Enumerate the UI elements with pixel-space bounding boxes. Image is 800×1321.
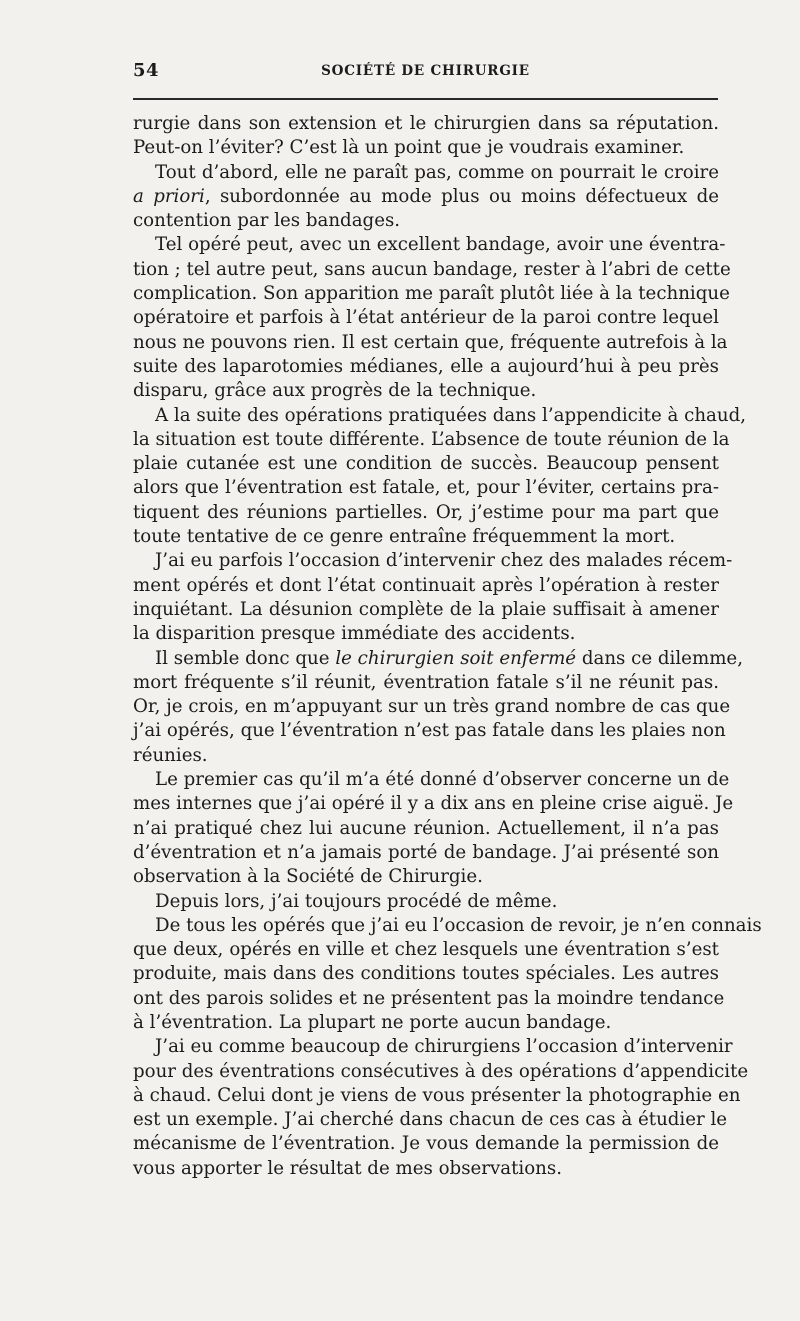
text-segment: rurgie dans son extension et le chirurgien dans sa réputation. bbox=[133, 113, 719, 134]
text-segment: tion ; tel autre peut, sans aucun bandage, rester à l’abri de cette bbox=[133, 258, 731, 280]
text-segment: ment opérés et dont l’état continuait après l’opération à rester bbox=[133, 574, 719, 596]
text-line bbox=[133, 1132, 719, 1156]
text-line bbox=[133, 598, 719, 622]
text-segment: Or, je crois, en m’appuyant sur un très grand nombre de cas que bbox=[133, 696, 731, 718]
text-segment: vous apporter le résultat de mes observations. bbox=[133, 1157, 563, 1179]
text-line bbox=[133, 695, 731, 719]
text-line bbox=[133, 306, 719, 330]
text-segment: Il semble donc que bbox=[155, 647, 336, 669]
text-line bbox=[133, 890, 719, 914]
text-segment: toute tentative de ce genre entraîne fréquemment la mort. bbox=[133, 526, 676, 548]
text-segment: J’ai eu comme beaucoup de chirurgiens l’occasion d’intervenir bbox=[155, 1036, 733, 1058]
text-line bbox=[133, 258, 731, 282]
text-segment: la disparition presque immédiate des accidents. bbox=[133, 623, 576, 645]
text-line bbox=[133, 744, 719, 768]
text-segment: suite des laparotomies médianes, elle a aujourd’hui à peu près bbox=[133, 355, 719, 377]
text-segment: mécanisme de l’éventration. Je vous demande la permission de bbox=[133, 1133, 719, 1155]
body-text bbox=[133, 112, 762, 1181]
text-line bbox=[133, 501, 719, 525]
text-line bbox=[133, 647, 743, 671]
text-segment: dans ce dilemme, bbox=[576, 647, 743, 669]
text-segment: , subordonnée au mode plus ou moins défectueux de bbox=[204, 185, 719, 207]
text-line bbox=[133, 1035, 733, 1059]
text-segment: J’ai eu parfois l’occasion d’intervenir chez des malades récem- bbox=[155, 550, 733, 572]
text-segment: Tel opéré peut, avec un excellent bandage, avoir une éventra- bbox=[155, 234, 726, 256]
text-line bbox=[133, 161, 719, 185]
text-segment: mort fréquente s’il réunit, éventration fatale s’il ne réunit pas. bbox=[133, 671, 719, 693]
text-line bbox=[133, 792, 734, 816]
text-line bbox=[133, 549, 733, 573]
text-segment: j’ai opérés, que l’éventration n’est pas fatale dans les plaies non bbox=[133, 720, 726, 742]
text-line bbox=[133, 331, 728, 355]
text-line bbox=[133, 209, 719, 233]
text-line bbox=[133, 622, 719, 646]
text-segment: contention par les bandages. bbox=[133, 210, 401, 232]
text-segment: observation à la Société de Chirurgie. bbox=[133, 866, 483, 888]
text-line bbox=[133, 282, 730, 306]
text-line bbox=[133, 938, 719, 962]
text-line bbox=[133, 841, 719, 865]
text-segment: De tous les opérés que j’ai eu l’occasion de revoir, je n’en connais bbox=[155, 914, 762, 936]
text-segment: plaie cutanée est une condition de succès. Beaucoup pensent bbox=[133, 453, 719, 475]
text-line bbox=[133, 1060, 749, 1084]
text-segment: à l’éventration. La plupart ne porte aucun bandage. bbox=[133, 1011, 612, 1033]
text-segment: produite, mais dans des conditions toutes spéciales. Les autres bbox=[133, 963, 719, 985]
text-segment: A la suite des opérations pratiquées dans l’appendicite à chaud, bbox=[155, 404, 747, 426]
text-line bbox=[133, 1157, 719, 1181]
text-segment: n’ai pratiqué chez lui aucune réunion. Actuellement, il n’a pas bbox=[133, 817, 719, 839]
text-line bbox=[133, 987, 725, 1011]
text-line bbox=[133, 671, 719, 695]
text-line bbox=[133, 1108, 728, 1132]
text-line bbox=[133, 914, 762, 938]
text-line bbox=[133, 817, 719, 841]
text-segment: pour des éventrations consécutives à des opérations d’appendicite bbox=[133, 1060, 749, 1082]
text-segment: d’éventration et n’a jamais porté de bandage. J’ai présenté son bbox=[133, 841, 719, 863]
italic-text: le chirurgien soit enfermé bbox=[335, 647, 577, 669]
text-line bbox=[133, 1084, 741, 1108]
text-line bbox=[133, 233, 726, 257]
header-rule bbox=[133, 98, 718, 100]
text-line bbox=[133, 112, 719, 136]
text-line bbox=[133, 136, 719, 160]
text-segment: Tout d’abord, elle ne paraît pas, comme on pourrait le croire bbox=[155, 161, 719, 183]
text-segment: Peut-on l’éviter? C’est là un point que je voudrais examiner. bbox=[133, 137, 685, 159]
text-line bbox=[133, 452, 719, 476]
running-title: SOCIÉTÉ DE CHIRURGIE bbox=[321, 63, 530, 79]
text-segment: que deux, opérés en ville et chez lesquels une éventration s’est bbox=[133, 939, 719, 961]
text-line bbox=[133, 865, 719, 889]
page-header bbox=[133, 60, 718, 88]
page-number: 54 bbox=[133, 60, 160, 81]
text-segment: nous ne pouvons rien. Il est certain que, fréquente autrefois à la bbox=[133, 331, 728, 353]
text-line bbox=[133, 1011, 719, 1035]
text-line bbox=[133, 719, 726, 743]
text-segment: inquiétant. La désunion complète de la plaie suffisait à amener bbox=[133, 598, 719, 620]
text-segment: Le premier cas qu’il m’a été donné d’observer concerne un de bbox=[155, 769, 730, 791]
text-line bbox=[133, 768, 730, 792]
text-segment: disparu, grâce aux progrès de la technique. bbox=[133, 380, 537, 402]
text-segment: à chaud. Celui dont je viens de vous présenter la photographie en bbox=[133, 1084, 741, 1106]
text-segment: tiquent des réunions partielles. Or, j’estime pour ma part que bbox=[133, 501, 719, 523]
text-segment: opératoire et parfois à l’état antérieur de la paroi contre lequel bbox=[133, 307, 719, 329]
text-segment: complication. Son apparition me paraît plutôt liée à la technique bbox=[133, 283, 730, 305]
text-line bbox=[133, 428, 730, 452]
text-line bbox=[133, 404, 747, 428]
text-line bbox=[133, 476, 719, 500]
text-segment: mes internes que j’ai opéré il y a dix ans en pleine crise aiguë. Je bbox=[133, 793, 734, 815]
text-segment: est un exemple. J’ai cherché dans chacun de ces cas à étudier le bbox=[133, 1109, 728, 1131]
text-segment: Depuis lors, j’ai toujours procédé de même. bbox=[155, 890, 558, 912]
text-segment: réunies. bbox=[133, 744, 208, 766]
text-segment: la situation est toute différente. L’absence de toute réunion de la bbox=[133, 428, 730, 450]
text-line bbox=[133, 525, 719, 549]
text-line bbox=[133, 574, 719, 598]
text-line bbox=[133, 379, 719, 403]
text-line bbox=[133, 962, 719, 986]
text-line bbox=[133, 355, 719, 379]
text-segment: ont des parois solides et ne présentent pas la moindre tendance bbox=[133, 987, 725, 1009]
italic-text: a priori bbox=[133, 185, 205, 207]
text-line bbox=[133, 185, 719, 209]
text-segment: alors que l’éventration est fatale, et, pour l’éviter, certains pra- bbox=[133, 477, 719, 499]
